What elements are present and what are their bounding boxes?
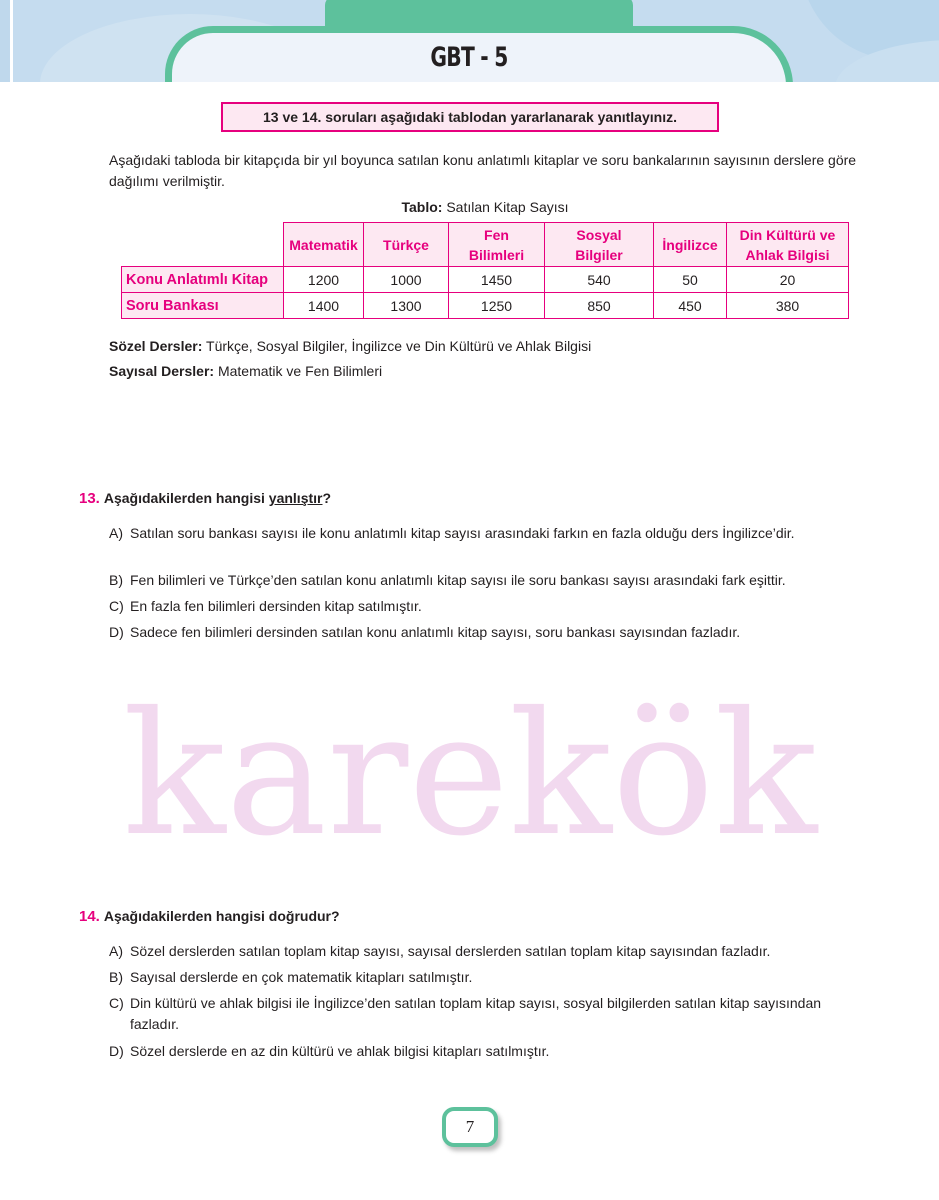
numeric-subjects-text: Matematik ve Fen Bilimleri xyxy=(217,363,383,379)
table-cell: 540 xyxy=(545,267,654,293)
option-letter: B) xyxy=(109,572,123,588)
column-header: Din Kültürü ve Ahlak Bilgisi xyxy=(727,223,849,267)
table-cell: 1400 xyxy=(284,293,364,319)
table-corner-cell xyxy=(122,223,284,267)
option-letter: A) xyxy=(109,525,123,541)
option-text: Fen bilimleri ve Türkçe’den satılan konu anlatımlı kitap sayısı ile soru bankası sayısı arasındaki fark eşittir. xyxy=(130,572,786,588)
question-13-option-b[interactable] xyxy=(109,570,869,591)
table-header-row xyxy=(122,223,849,267)
table-row xyxy=(122,293,849,319)
row-header: Konu Anlatımlı Kitap xyxy=(122,267,284,293)
intro-paragraph: Aşağıdaki tabloda bir kitapçıda bir yıl boyunca satılan konu anlatımlı kitaplar ve soru bankalarının sayısının derslere göre dağılımı verilmiştir. xyxy=(109,152,857,189)
table-cell: 450 xyxy=(654,293,727,319)
column-header: Fen Bilimleri xyxy=(449,223,545,267)
question-13-prompt xyxy=(79,489,331,508)
table-cell: 1200 xyxy=(284,267,364,293)
numeric-subjects-label: Sayısal Dersler: xyxy=(109,363,215,379)
option-letter: B) xyxy=(109,969,123,985)
question-14-option-b[interactable] xyxy=(109,967,869,988)
column-header: İngilizce xyxy=(654,223,727,267)
table-cell: 1450 xyxy=(449,267,545,293)
table-caption xyxy=(0,199,939,216)
option-text: Sadece fen bilimleri dersinden satılan konu anlatımlı kitap sayısı, soru bankası sayısından fazladır. xyxy=(130,624,741,640)
question-14-prompt xyxy=(79,907,340,926)
question-prompt-text: Aşağıdakilerden hangisi doğrudur? xyxy=(103,908,340,924)
table-caption-text: Satılan Kitap Sayısı xyxy=(446,199,569,215)
emphasis-word: yanlıştır xyxy=(268,490,323,506)
table-cell: 1300 xyxy=(364,293,449,319)
question-number: 13. xyxy=(79,490,100,507)
option-text: En fazla fen bilimleri dersinden kitap satılmıştır. xyxy=(130,598,422,614)
row-header: Soru Bankası xyxy=(122,293,284,319)
column-header: Matematik xyxy=(284,223,364,267)
option-letter: C) xyxy=(109,598,124,614)
question-13-option-a[interactable] xyxy=(109,523,869,544)
table-cell: 850 xyxy=(545,293,654,319)
table-cell: 1000 xyxy=(364,267,449,293)
table-cell: 380 xyxy=(727,293,849,319)
instruction-box: 13 ve 14. soruları aşağıdaki tablodan yararlanarak yanıtlayınız. xyxy=(221,102,719,132)
table-cell: 50 xyxy=(654,267,727,293)
verbal-subjects-text: Türkçe, Sosyal Bilgiler, İngilizce ve Din Kültürü ve Ahlak Bilgisi xyxy=(206,338,592,354)
numeric-subjects-line xyxy=(109,362,382,380)
table-cell: 20 xyxy=(727,267,849,293)
header-left-strip xyxy=(0,0,10,82)
question-number: 14. xyxy=(79,908,100,925)
column-header: Türkçe xyxy=(364,223,449,267)
verbal-subjects-line xyxy=(109,337,591,355)
question-13-option-d[interactable] xyxy=(109,622,869,643)
option-text: Sözel derslerden satılan toplam kitap sayısı, sayısal derslerden satılan toplam kitap sayısından fazladır. xyxy=(130,943,771,959)
verbal-subjects-label: Sözel Dersler: xyxy=(109,338,203,354)
watermark-text: karekök xyxy=(122,676,818,874)
option-text: Sözel derslerde en az din kültürü ve ahlak bilgisi kitapları satılmıştır. xyxy=(130,1043,550,1059)
option-text: Sayısal derslerde en çok matematik kitapları satılmıştır. xyxy=(130,969,473,985)
table-cell: 1250 xyxy=(449,293,545,319)
question-14-option-a[interactable] xyxy=(109,941,869,962)
page-number: 7 xyxy=(442,1107,498,1147)
question-prompt-text: Aşağıdakilerden hangisi xyxy=(103,490,269,506)
column-header: Sosyal Bilgiler xyxy=(545,223,654,267)
option-letter: A) xyxy=(109,943,123,959)
question-14-option-d[interactable] xyxy=(109,1041,869,1062)
option-letter: D) xyxy=(109,624,124,640)
option-letter: D) xyxy=(109,1043,124,1059)
page-title: GBT - 5 xyxy=(430,42,508,73)
book-sales-table xyxy=(121,222,849,319)
table-caption-label: Tablo: xyxy=(401,199,443,215)
option-text: Din kültürü ve ahlak bilgisi ile İngilizce’den satılan toplam kitap sayısı, sosyal bilgilerden satılan kitap sayısından fazladır. xyxy=(130,995,822,1032)
header-banner xyxy=(0,0,939,82)
question-prompt-end: ? xyxy=(322,490,332,506)
question-13-option-c[interactable] xyxy=(109,596,869,617)
option-letter: C) xyxy=(109,995,124,1011)
option-text: Satılan soru bankası sayısı ile konu anlatımlı kitap sayısı arasındaki farkın en fazla olduğu ders İngilizce’dir. xyxy=(130,525,795,541)
question-14-option-c[interactable] xyxy=(109,993,869,1035)
table-row xyxy=(122,267,849,293)
